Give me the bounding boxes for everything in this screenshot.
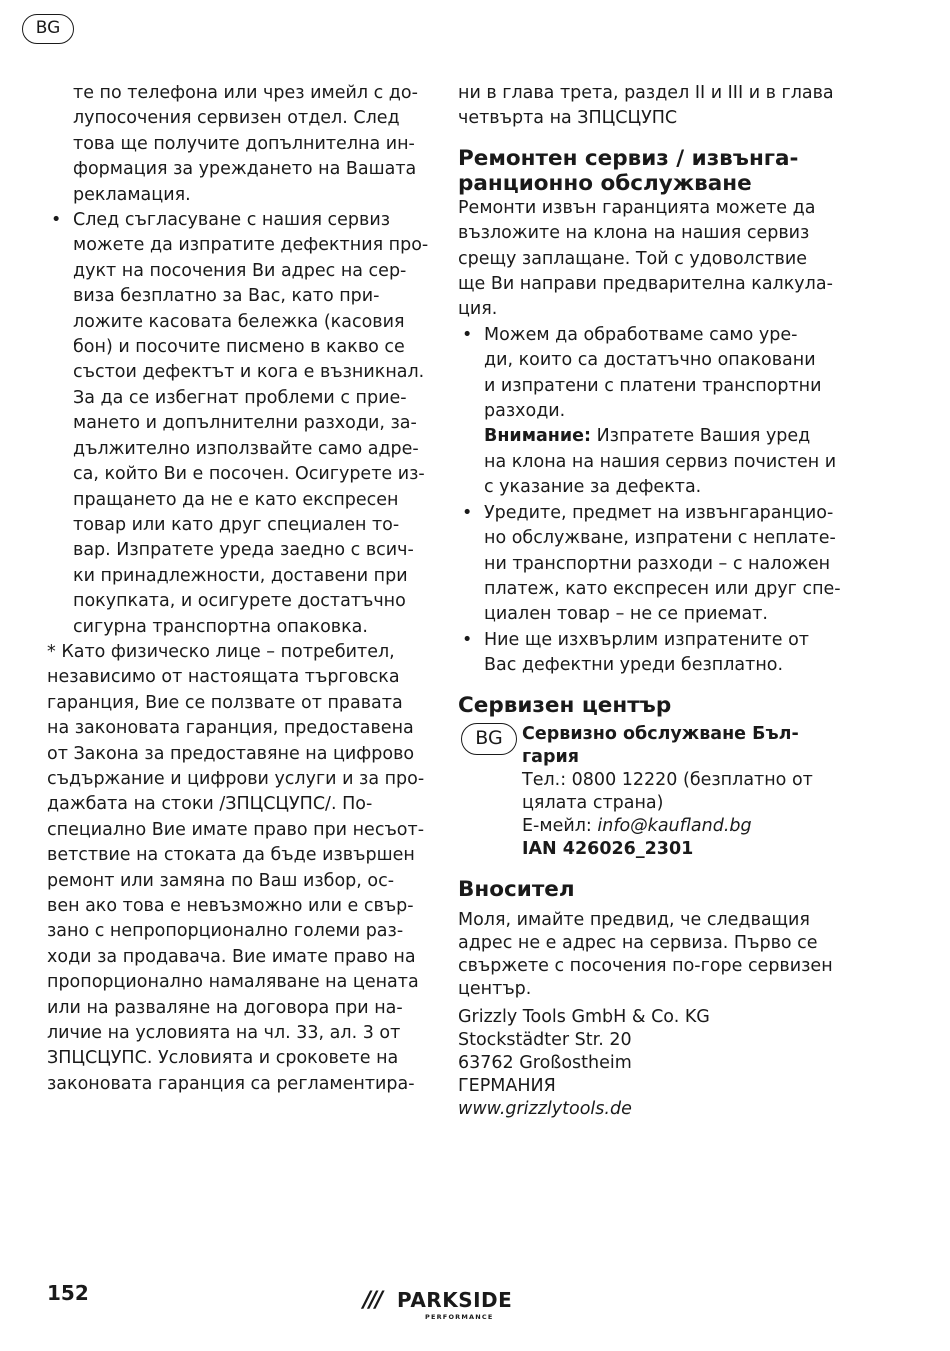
text-line: пращането да не е като експресен	[73, 489, 399, 510]
text-line: дължително използвайте само адре-	[73, 438, 419, 459]
parkside-logo	[363, 1288, 523, 1328]
text-line: те по телефона или чрез имейл с до-	[73, 83, 418, 103]
text-line: но обслужване, изпратени с неплате-	[484, 528, 836, 549]
text-line: ремонт или замяна по Ваш избор, ос-	[47, 870, 395, 891]
phone-line: цялата страна)	[522, 792, 664, 813]
text-line: вар. Изпратете уреда заедно с всич-	[73, 540, 414, 561]
text-line: с указание за дефекта.	[484, 477, 702, 498]
continued-paragraph	[458, 81, 838, 132]
bullet-item	[47, 208, 427, 640]
text-line: платеж, като експресен или друг спе-	[484, 578, 841, 599]
text-line: Уредите, предмет на извънгаранцио-	[484, 502, 834, 523]
text-line: След съгласуване с нашия сервиз	[73, 210, 391, 231]
text-line: мането и допълнителни разходи, за-	[73, 413, 417, 434]
text-line: свържете с посочения по-горе сервизен	[458, 955, 833, 976]
text-line: * Като физическо лице – потребител,	[47, 641, 395, 662]
text-line: ди, които са достатъчно опаковани	[484, 350, 816, 371]
service-title-line: Сервизно обслужване Бъл-	[522, 723, 799, 744]
text-line: можете да изпратите дефектния про-	[73, 235, 429, 256]
left-column	[47, 81, 427, 1097]
text-line: лупосочения сервизен отдел. След	[73, 108, 400, 129]
bullet-dot-icon: •	[462, 324, 473, 345]
service-heading: Сервизен център	[458, 692, 672, 718]
text-line: срещу заплащане. Той с удоволствие	[458, 248, 807, 269]
text-line: ция.	[458, 299, 498, 320]
service-block	[458, 723, 838, 861]
text-line: Ние ще изхвърлим изпратените от	[484, 629, 809, 650]
ian-number: IAN 426026_2301	[522, 838, 694, 859]
address-line: ГЕРМАНИЯ	[458, 1075, 556, 1096]
text-line: пропорционално намаляване на цената	[47, 972, 419, 993]
country-badge: BG	[461, 723, 517, 755]
text-line: от Закона за предоставяне на цифрово	[47, 743, 415, 764]
attention-text: Изпратете Вашия уред	[591, 426, 811, 447]
text-line: и изпратени с платени транспортни	[484, 375, 822, 396]
importer-note	[458, 909, 838, 1001]
text-line: личие на условията на чл. 33, ал. 3 от	[47, 1023, 401, 1044]
text-line: ветствие на стоката да бъде извършен	[47, 845, 415, 866]
address-line: Grizzly Tools GmbH & Co. KG	[458, 1006, 710, 1027]
repair-heading	[458, 146, 838, 196]
text-line: ходи за продавача. Вие имате право на	[47, 946, 416, 967]
repair-intro	[458, 196, 838, 323]
text-line: адрес не е адрес на сервиза. Първо се	[458, 932, 818, 953]
bullet-item	[458, 628, 838, 679]
text-line: сигурна транспортна опаковка.	[73, 616, 368, 637]
email-line	[522, 815, 838, 838]
heading-line: ранционно обслужване	[458, 170, 752, 196]
text-line: покупката, и осигурете достатъчно	[73, 591, 406, 612]
continued-paragraph	[47, 81, 427, 208]
text-line: Можем да обработваме само уре-	[484, 324, 798, 345]
text-line: това ще получите допълнителна ин-	[73, 133, 415, 154]
text-line: гаранция, Вие се ползвате от правата	[47, 692, 403, 713]
text-line: рекламация.	[73, 184, 191, 205]
email-label: E-мейл:	[522, 815, 598, 836]
language-badge: BG	[22, 14, 74, 44]
attention-label: Внимание:	[484, 426, 592, 447]
bullet-dot-icon: •	[462, 629, 473, 650]
bullet-dot-icon: •	[51, 210, 62, 231]
service-title-line: гария	[522, 746, 579, 767]
text-line: ще Ви направи предварителна калкула-	[458, 274, 833, 295]
text-line: Ремонти извън гаранцията можете да	[458, 197, 816, 218]
address-line: Stockstädter Str. 20	[458, 1029, 632, 1050]
importer-heading: Вносител	[458, 876, 575, 902]
text-line: независимо от настоящата търговска	[47, 667, 400, 688]
text-line: център.	[458, 978, 532, 999]
text-line: съдържание и цифрови услуги и за про-	[47, 768, 425, 789]
text-line: ни транспортни разходи – с наложен	[484, 553, 831, 574]
text-line: виза безплатно за Вас, като при-	[73, 286, 380, 307]
logo-slashes-icon: ///	[363, 1288, 382, 1313]
text-line: четвърта на ЗПЦСЦУПС	[458, 108, 678, 129]
text-line: състои дефектът и кога е възникнал.	[73, 362, 425, 383]
phone-line: Тел.: 0800 12220 (безплатно от	[522, 769, 813, 790]
address-line: 63762 Großostheim	[458, 1052, 632, 1073]
right-column	[458, 81, 841, 1121]
consumer-note	[47, 640, 427, 1097]
importer-address	[458, 1006, 838, 1121]
page-number: 152	[47, 1281, 89, 1305]
text-line: формация за уреждането на Вашата	[73, 159, 417, 180]
heading-line: Ремонтен сервиз / извънга-	[458, 145, 799, 171]
text-line: специално Вие имате право при несъот-	[47, 819, 425, 840]
website-link[interactable]: www.grizzlytools.de	[458, 1098, 632, 1119]
text-line: ни в глава трета, раздел II и III и в глава	[458, 83, 834, 103]
text-line: законовата гаранция са регламентира-	[47, 1073, 415, 1094]
text-line: За да се избегнат проблеми с прие-	[73, 387, 407, 408]
text-line: ЗПЦСЦУПС. Условията и сроковете на	[47, 1048, 399, 1069]
text-line: на клона на нашия сервиз почистен и	[484, 451, 837, 472]
text-line: на законовата гаранция, предоставена	[47, 718, 414, 739]
text-line: дажбата на стоки /ЗПЦСЦУПС/. По-	[47, 794, 373, 815]
text-line: зано с непропорционално големи раз-	[47, 921, 404, 942]
bullet-item	[458, 501, 841, 628]
bullet-dot-icon: •	[462, 502, 473, 523]
logo-subtitle: PERFORMANCE	[425, 1313, 494, 1321]
text-line: вен ако това е невъзможно или е свър-	[47, 896, 414, 916]
text-line: дукт на посочения Ви адрес на сер-	[73, 260, 407, 281]
text-line: са, който Ви е посочен. Осигурете из-	[73, 464, 425, 485]
bullet-item	[458, 323, 838, 501]
attention-line	[484, 424, 838, 449]
text-line: ложите касовата бележка (касовия	[73, 311, 405, 332]
text-line: възложите на клона на нашия сервиз	[458, 223, 810, 244]
text-line: бон) и посочите писмено в какво се	[73, 337, 405, 358]
text-line: товар или като друг специален то-	[73, 514, 400, 535]
text-line: Моля, имайте предвид, че следващия	[458, 909, 810, 930]
text-line: или на разваляне на договора при на-	[47, 997, 403, 1018]
text-line: циален товар – не се приемат.	[484, 604, 768, 625]
logo-brand: PARKSIDE	[397, 1288, 513, 1312]
email-link[interactable]: info@kaufland.bg	[597, 815, 752, 836]
text-line: разходи.	[484, 401, 566, 422]
text-line: ки принадлежности, доставени при	[73, 565, 408, 586]
text-line: Вас дефектни уреди безплатно.	[484, 655, 784, 676]
